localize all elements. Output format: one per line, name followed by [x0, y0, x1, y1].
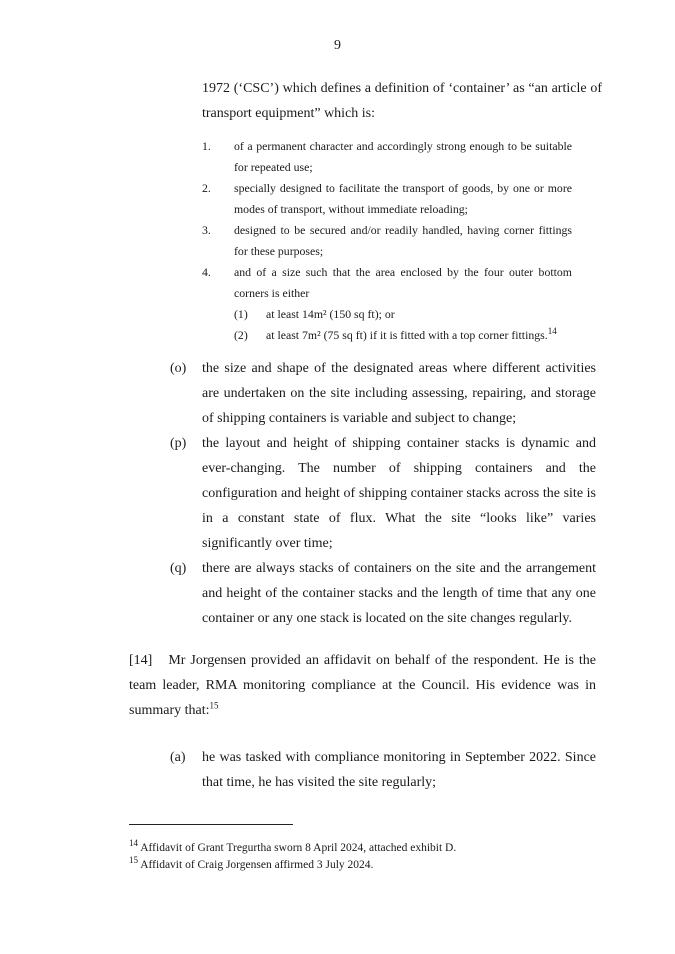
clause-item: [170, 431, 596, 556]
definition-item: [202, 178, 572, 220]
footnote-number: 14: [129, 838, 138, 849]
footnote-divider: [129, 824, 293, 825]
definition-text: designed to be secured and/or readily handled, having corner fittings for these purposes;: [234, 223, 572, 258]
footnote-text: Affidavit of Craig Jorgensen affirmed 3 July 2024.: [140, 859, 374, 871]
definition-text: specially designed to facilitate the transport of goods, by one or more modes of transport, without immediate reloading;: [234, 181, 572, 216]
footnote-ref[interactable]: 15: [209, 700, 219, 711]
definition-number: 4.: [202, 265, 211, 279]
clause-a: [170, 745, 596, 795]
sub-item-number: (1): [234, 307, 248, 321]
clause-item: [170, 356, 596, 431]
definition-number: 1.: [202, 139, 211, 153]
sub-item-text: at least 7m² (75 sq ft) if it is fitted with a top corner fittings.: [266, 328, 548, 342]
footnote-text: Affidavit of Grant Tregurtha sworn 8 April 2024, attached exhibit D.: [140, 842, 457, 854]
definition-text: of a permanent character and accordingly strong enough to be suitable for repeated use;: [234, 139, 572, 174]
definition-number: 3.: [202, 223, 211, 237]
definition-item: [202, 136, 572, 178]
clause-text: there are always stacks of containers on the site and the arrangement and height of the container stacks and the length of time that any one container or any one stack is located on the site changes regularly.: [202, 561, 596, 626]
definition-list: [202, 136, 572, 346]
clause-letter: (a): [170, 750, 186, 765]
footnotes: [129, 840, 456, 874]
clause-text: he was tasked with compliance monitoring in September 2022. Since that time, he has visited the site regularly;: [202, 750, 596, 790]
footnote-number: 15: [129, 855, 138, 866]
sub-item: [234, 304, 572, 325]
sub-item: [234, 325, 572, 346]
footnote: [129, 857, 456, 874]
clause-letter: (o): [170, 361, 187, 376]
clause-letter: (q): [170, 561, 187, 576]
sub-item-text: at least 14m² (150 sq ft); or: [266, 307, 395, 321]
paragraph-14: [129, 648, 596, 723]
clause-item: [170, 556, 596, 631]
definition-item: [202, 220, 572, 262]
definition-number: 2.: [202, 181, 211, 195]
paragraph-number: [14]: [129, 653, 153, 668]
definition-item: [202, 262, 572, 346]
sub-item-number: (2): [234, 328, 248, 342]
intro-paragraph: 1972 (‘CSC’) which defines a definition of ‘container’ as “an article of transport equipment” which is:: [202, 81, 602, 121]
clause-text: the size and shape of the designated areas where different activities are undertaken on the site including assessing, repairing, and storage of shipping containers is variable and subject to change;: [202, 361, 596, 426]
clause-letter: (p): [170, 436, 187, 451]
page-number: 9: [334, 38, 341, 53]
clause-item: [170, 745, 596, 795]
clause-text: the layout and height of shipping container stacks is dynamic and ever-changing. The number of shipping containers and the configuration and height of shipping container stacks across the site is in a constant state of flux. What the site “looks like” varies significantly over time;: [202, 436, 596, 551]
footnote: [129, 840, 456, 857]
paragraph-text: Mr Jorgensen provided an affidavit on behalf of the respondent. He is the team leader, RMA monitoring compliance at the Council. His evidence was in summary that:: [129, 653, 596, 718]
clause-list: [170, 356, 596, 631]
footnote-ref[interactable]: 14: [547, 326, 557, 337]
definition-text: and of a size such that the area enclosed by the four outer bottom corners is either: [234, 265, 572, 300]
